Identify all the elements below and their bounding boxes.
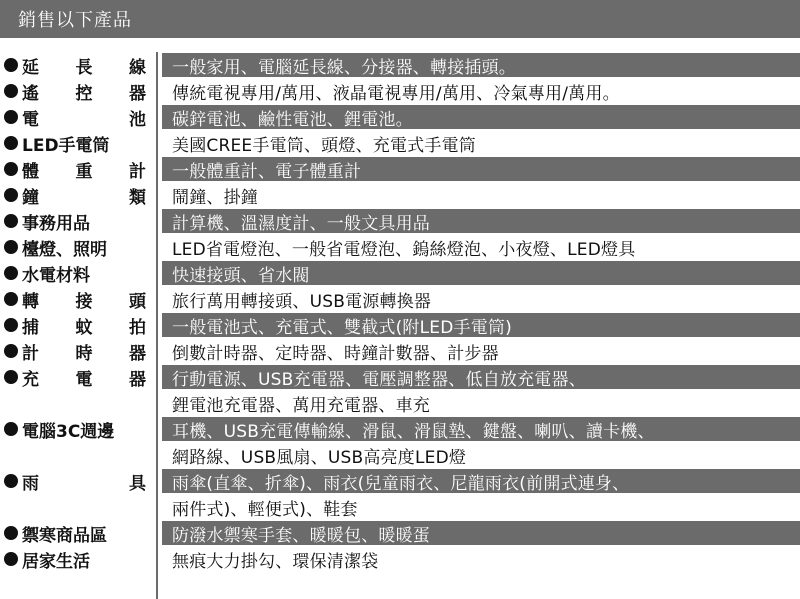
product-description: 一般電池式、充電式、雙截式(附LED手電筒) — [172, 317, 512, 338]
product-description: 碳鋅電池、鹼性電池、鋰電池。 — [172, 109, 413, 130]
category-name: 檯燈、照明 — [22, 239, 107, 260]
bullet-icon — [4, 344, 18, 358]
category-label — [0, 364, 150, 390]
category-name — [22, 339, 150, 364]
product-list — [0, 52, 800, 572]
product-description: 防潑水禦寒手套、暖暖包、暖暖蛋 — [172, 525, 430, 546]
category-char: 拍 — [129, 317, 146, 338]
bullet-icon — [4, 526, 18, 540]
category-char: 電 — [75, 369, 93, 390]
product-row — [0, 78, 800, 104]
product-row — [0, 286, 800, 312]
product-description: 一般家用、電腦延長線、分接器、轉接插頭。 — [172, 57, 516, 78]
product-row — [0, 546, 800, 572]
bullet-icon — [4, 188, 18, 202]
bullet-icon — [4, 292, 18, 306]
bullet-icon — [4, 370, 18, 384]
category-char: 器 — [129, 369, 146, 390]
product-description: 一般體重計、電子體重計 — [172, 161, 362, 182]
bullet-icon — [4, 266, 18, 280]
product-description: 鬧鐘、掛鐘 — [172, 187, 258, 208]
category-char: 池 — [129, 109, 146, 130]
bullet-icon — [4, 240, 18, 254]
product-description: 旅行萬用轉接頭、USB電源轉換器 — [172, 291, 432, 312]
category-label — [0, 208, 150, 234]
category-label — [0, 52, 150, 78]
product-row — [0, 208, 800, 234]
category-name — [22, 105, 150, 130]
bullet-icon — [4, 162, 18, 176]
bullet-icon — [4, 474, 18, 488]
category-label — [0, 546, 150, 572]
category-char: 具 — [129, 473, 146, 494]
category-char: 頭 — [129, 291, 146, 312]
category-label — [0, 78, 150, 104]
product-row — [0, 520, 800, 546]
category-char: 鐘 — [22, 187, 39, 208]
category-char: 計 — [22, 343, 39, 364]
category-char: 控 — [75, 83, 93, 104]
product-description: 無痕大力掛勾、環保清潔袋 — [172, 551, 379, 572]
product-description: 雨傘(直傘、折傘)、雨衣(兒童雨衣、尼龍雨衣(前開式連身、 — [172, 473, 630, 494]
product-row — [0, 260, 800, 286]
product-description: LED省電燈泡、一般省電燈泡、鎢絲燈泡、小夜燈、LED燈具 — [172, 239, 636, 260]
category-label — [0, 182, 150, 208]
category-char: 捕 — [22, 317, 39, 338]
category-label — [0, 104, 150, 130]
category-name: 水電材料 — [22, 265, 90, 286]
product-description: 兩件式)、輕便式)、鞋套 — [172, 499, 358, 520]
product-row — [0, 416, 800, 442]
product-row — [0, 494, 800, 520]
category-char: 器 — [129, 343, 146, 364]
product-row — [0, 442, 800, 468]
category-name — [22, 287, 150, 312]
product-row — [0, 52, 800, 78]
category-name: LED手電筒 — [22, 135, 110, 156]
product-description: 行動電源、USB充電器、電壓調整器、低自放充電器、 — [172, 369, 586, 390]
category-label — [0, 286, 150, 312]
product-row — [0, 468, 800, 494]
category-char: 雨 — [22, 473, 39, 494]
product-description: 耳機、USB充電傳輸線、滑鼠、滑鼠墊、鍵盤、喇叭、讀卡機、 — [172, 421, 655, 442]
category-label — [0, 234, 150, 260]
category-label — [0, 468, 150, 494]
bullet-icon — [4, 84, 18, 98]
bullet-icon — [4, 58, 18, 72]
product-row — [0, 364, 800, 390]
product-row — [0, 130, 800, 156]
category-char: 延 — [22, 57, 39, 78]
bullet-icon — [4, 552, 18, 566]
category-char: 體 — [22, 161, 39, 182]
category-label — [0, 520, 150, 546]
category-name — [22, 79, 150, 104]
product-row — [0, 104, 800, 130]
category-name: 居家生活 — [22, 551, 90, 572]
category-char: 計 — [129, 161, 146, 182]
product-description: 鋰電池充電器、萬用充電器、車充 — [172, 395, 430, 416]
category-char: 長 — [75, 57, 93, 78]
category-name — [22, 469, 150, 494]
product-row — [0, 234, 800, 260]
bullet-icon — [4, 110, 18, 124]
divider — [0, 38, 800, 52]
category-char: 轉 — [22, 291, 39, 312]
category-name — [22, 157, 150, 182]
category-name — [22, 313, 150, 338]
category-char: 接 — [75, 291, 93, 312]
category-name — [22, 365, 150, 390]
category-name — [22, 53, 150, 78]
category-label — [0, 312, 150, 338]
column-divider — [156, 52, 158, 599]
product-description: 快速接頭、省水閥 — [172, 265, 310, 286]
category-label — [0, 338, 150, 364]
bullet-icon — [4, 136, 18, 150]
product-row — [0, 182, 800, 208]
category-label — [0, 260, 150, 286]
product-description: 網路線、USB風扇、USB高亮度LED燈 — [172, 447, 467, 468]
header-bar — [0, 0, 800, 38]
category-char: 遙 — [22, 83, 39, 104]
product-row — [0, 338, 800, 364]
category-name — [22, 183, 150, 208]
category-name: 禦寒商品區 — [22, 525, 107, 546]
category-char: 類 — [129, 187, 146, 208]
page-title: 銷售以下產品 — [18, 10, 132, 31]
category-label — [0, 130, 150, 156]
category-char: 充 — [22, 369, 39, 390]
product-description: 倒數計時器、定時器、時鐘計數器、計步器 — [172, 343, 499, 364]
category-char: 蚊 — [75, 317, 93, 338]
category-label — [0, 416, 150, 442]
category-name: 事務用品 — [22, 213, 90, 234]
category-label — [0, 156, 150, 182]
product-row — [0, 390, 800, 416]
bullet-icon — [4, 422, 18, 436]
product-row — [0, 156, 800, 182]
category-char: 電 — [22, 109, 39, 130]
product-row — [0, 312, 800, 338]
category-char: 重 — [75, 161, 93, 182]
category-name: 電腦3C週邊 — [22, 421, 115, 442]
product-description: 美國CREE手電筒、頭燈、充電式手電筒 — [172, 135, 476, 156]
product-description: 計算機、溫濕度計、一般文具用品 — [172, 213, 430, 234]
category-char: 器 — [129, 83, 146, 104]
category-char: 線 — [129, 57, 146, 78]
bullet-icon — [4, 318, 18, 332]
bullet-icon — [4, 214, 18, 228]
product-description: 傳統電視專用/萬用、液晶電視專用/萬用、冷氣專用/萬用。 — [172, 83, 620, 104]
category-char: 時 — [75, 343, 93, 364]
